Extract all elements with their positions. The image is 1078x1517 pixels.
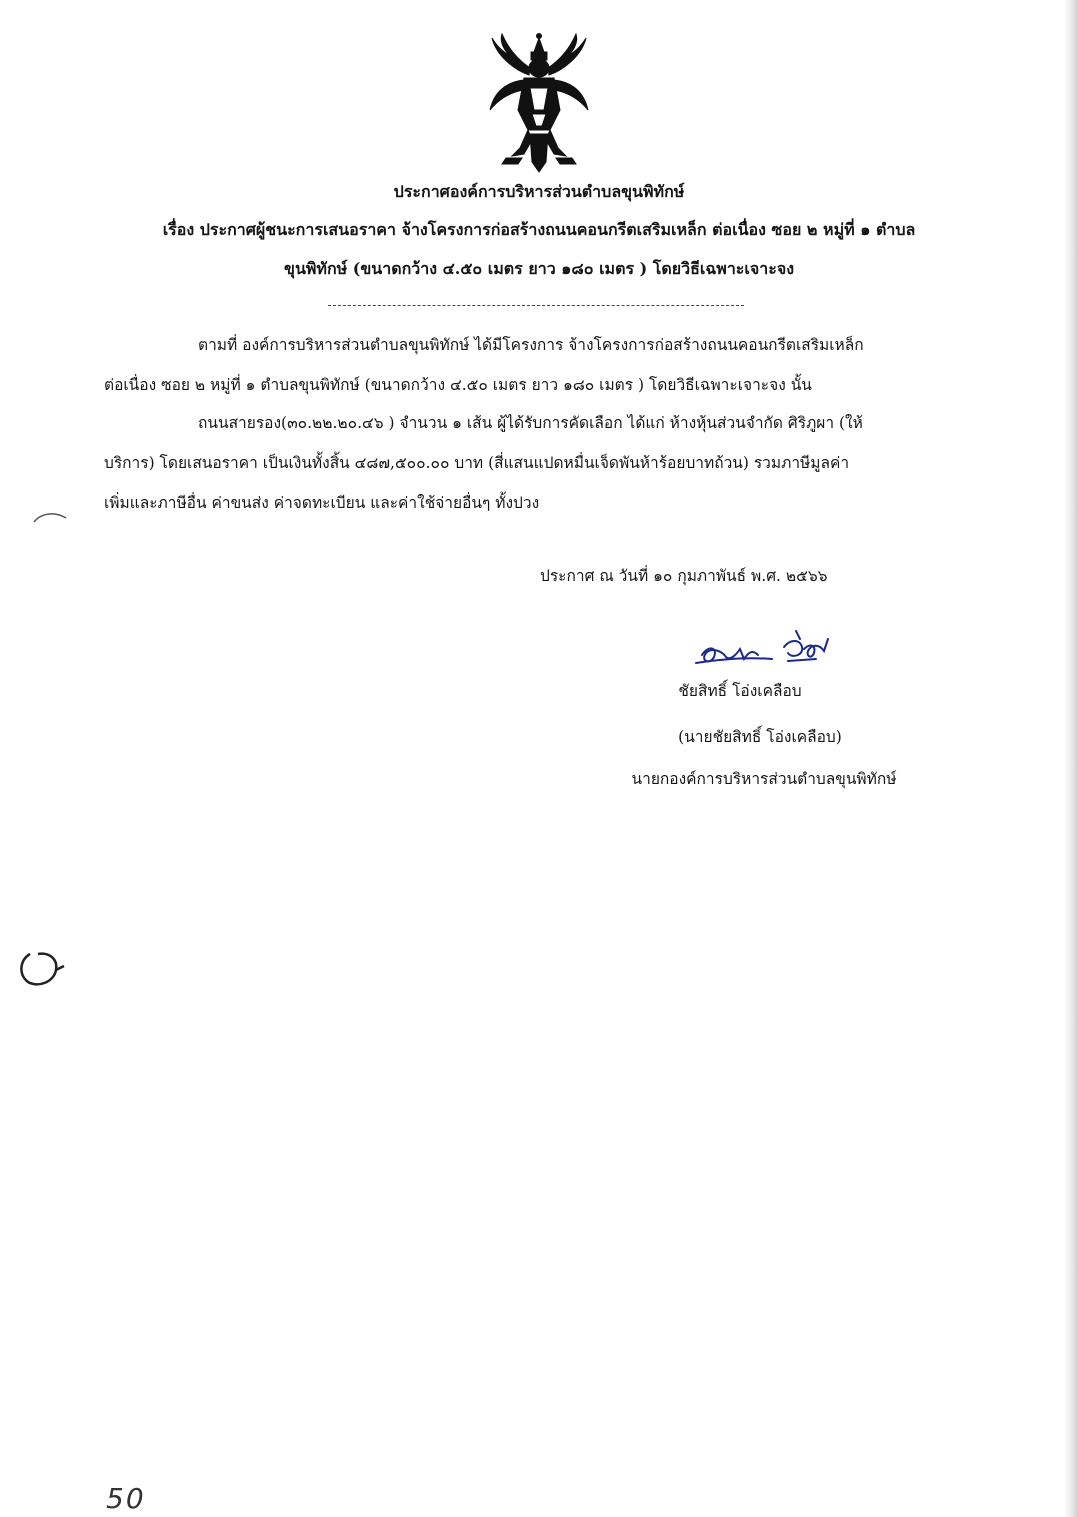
subject-line-2: ขุนพิทักษ์ (ขนาดกว้าง ๔.๕๐ เมตร ยาว ๑๘๐ เมตร ) โดยวิธีเฉพาะเจาะจง [284,259,794,278]
document-title: ประกาศองค์การบริหารส่วนตำบลขุนพิทักษ์ [393,182,685,201]
body-line-2: ต่อเนื่อง ซอย ๒ หมู่ที่ ๑ ตำบลขุนพิทักษ์ (ขนาดกว้าง ๔.๕๐ เมตร ยาว ๑๘๐ เมตร ) โดยวิธีเฉพาะเจาะจง นั้น [104,376,812,394]
garuda-emblem-icon [484,30,594,180]
announcement-date: ประกาศ ณ วันที่ ๑๐ กุมภาพันธ์ พ.ศ. ๒๕๖๖ [540,567,828,585]
scan-arc-mark [30,508,70,528]
body-line-3: ถนนสายรอง(๓๐.๒๒.๒๐.๔๖ ) จำนวน ๑ เส้น ผู้ได้รับการคัดเลือก ได้แก่ ห้างหุ้นส่วนจำกัด ศิริภูผา (ให้ [198,414,863,432]
body-line-4: บริการ) โดยเสนอราคา เป็นเงินทั้งสิ้น ๔๘๗,๕๐๐.๐๐ บาท (สี่แสนแปดหมื่นเจ็ดพันห้าร้อยบาทถ้วน) รวมภาษีมูลค่า [104,454,850,472]
handwritten-signature [692,625,842,675]
hand-drawn-circle-mark [16,944,66,990]
subject-line-1: เรื่อง ประกาศผู้ชนะการเสนอราคา จ้างโครงการก่อสร้างถนนคอนกรีตเสริมเหล็ก ต่อเนื่อง ซอย ๒ หมู่ที่ ๑ ตำบล [162,220,916,239]
separator-line [328,305,744,306]
signatory-position: นายกองค์การบริหารส่วนตำบลขุนพิทักษ์ [631,770,897,788]
body-line-5: เพิ่มและภาษีอื่น ค่าขนส่ง ค่าจดทะเบียน และค่าใช้จ่ายอื่นๆ ทั้งปวง [104,494,540,512]
signatory-full-name: (นายชัยสิทธิ์ โอ่งเคลือบ) [678,728,842,746]
body-line-1: ตามที่ องค์การบริหารส่วนตำบลขุนพิทักษ์ ได้มีโครงการ จ้างโครงการก่อสร้างถนนคอนกรีตเสริมเหล็ก [198,336,864,354]
signatory-name: ชัยสิทธิ์ โอ่งเคลือบ [678,682,802,700]
handwritten-page-number: 50 [106,1482,146,1515]
